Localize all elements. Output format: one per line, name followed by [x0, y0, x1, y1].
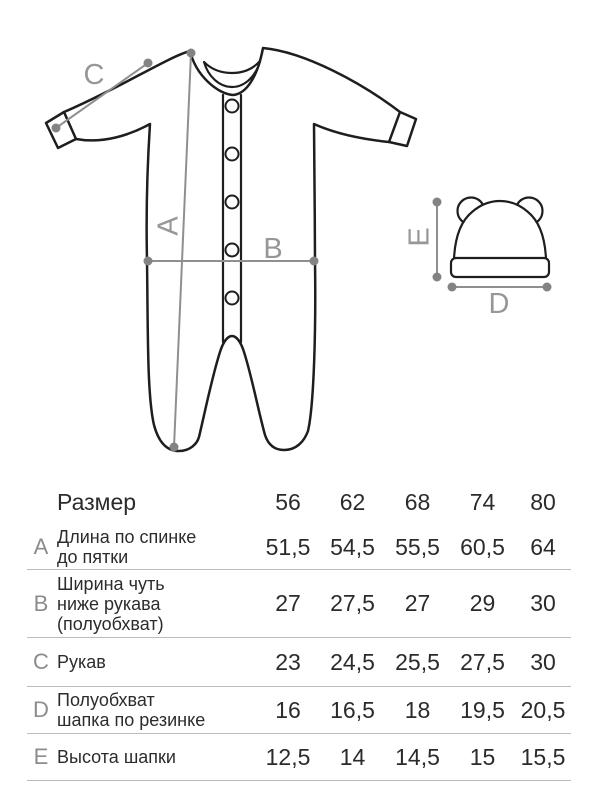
row-label [55, 690, 256, 730]
table-header-row [27, 480, 571, 525]
row-letter: E [33, 744, 49, 769]
size-value: 15,5 [520, 743, 566, 770]
size-value: 27 [404, 590, 431, 616]
size-value: 16,5 [330, 696, 375, 723]
table-row-d [27, 687, 571, 734]
row-letter: C [33, 649, 49, 674]
size-value: 20,5 [520, 696, 566, 723]
sleepsuit-drawing [46, 48, 416, 451]
row-letter: B [33, 590, 49, 616]
size-header-label: Размер [57, 489, 137, 515]
size-value: 27,5 [460, 648, 505, 675]
size-value: 27 [275, 590, 301, 616]
size-value: 60,5 [460, 533, 505, 560]
snap-button [226, 100, 239, 113]
size-value: 12,5 [265, 743, 311, 770]
size-value: 19,5 [460, 696, 505, 723]
table-row-e [27, 734, 571, 781]
row-label [55, 527, 256, 567]
snap-button [226, 292, 239, 305]
size-value: 16 [275, 696, 301, 723]
snap-button [226, 244, 239, 257]
size-column-header: 62 [339, 489, 366, 515]
measure-label-e: E [403, 227, 436, 247]
size-value: 64 [530, 533, 556, 560]
table-row-a [27, 525, 571, 570]
row-label-line: Ширина чуть [57, 573, 165, 594]
row-label-line: Высота шапки [57, 747, 176, 767]
measure-label-a: A [152, 216, 185, 236]
size-value: 29 [469, 590, 496, 616]
row-label [55, 574, 256, 634]
hat-drawing [451, 198, 549, 278]
size-column-header: 56 [275, 489, 301, 515]
size-value: 18 [404, 696, 431, 723]
snap-button [226, 148, 239, 161]
size-value: 23 [275, 648, 301, 675]
size-column-header: 80 [530, 489, 556, 515]
row-label-line: (полуобхват) [57, 613, 164, 634]
measure-label-c: C [83, 59, 105, 91]
hat-brim [451, 258, 549, 277]
size-value: 30 [530, 590, 556, 616]
row-label-line: ниже рукава [57, 593, 161, 614]
row-label-line: шапка по резинке [57, 710, 206, 730]
size-value: 30 [530, 648, 556, 675]
row-label [55, 747, 256, 767]
measure-label-d: D [488, 288, 510, 320]
table-row-b [27, 570, 571, 638]
measure-label-b: B [263, 233, 283, 265]
size-column-header: 74 [469, 489, 496, 515]
row-label-line: Длина по спинке [57, 527, 197, 547]
size-value: 54,5 [330, 533, 375, 560]
row-label-line: Рукав [57, 652, 106, 672]
row-letter: A [33, 534, 49, 559]
size-value: 14,5 [395, 743, 440, 770]
size-value: 14 [339, 743, 366, 770]
table-row-c [27, 638, 571, 687]
snap-button [226, 196, 239, 209]
size-value: 27,5 [330, 590, 375, 616]
size-value: 55,5 [395, 533, 440, 560]
size-value: 51,5 [265, 533, 311, 560]
size-column-header: 68 [404, 489, 431, 515]
size-value: 15 [469, 743, 496, 770]
row-label [55, 652, 256, 672]
size-value: 25,5 [395, 648, 440, 675]
row-label-line: до пятки [57, 547, 129, 567]
row-letter: D [33, 697, 49, 722]
row-label-line: Полуобхват [57, 690, 155, 710]
size-value: 24,5 [330, 648, 375, 675]
size-table [27, 480, 571, 781]
